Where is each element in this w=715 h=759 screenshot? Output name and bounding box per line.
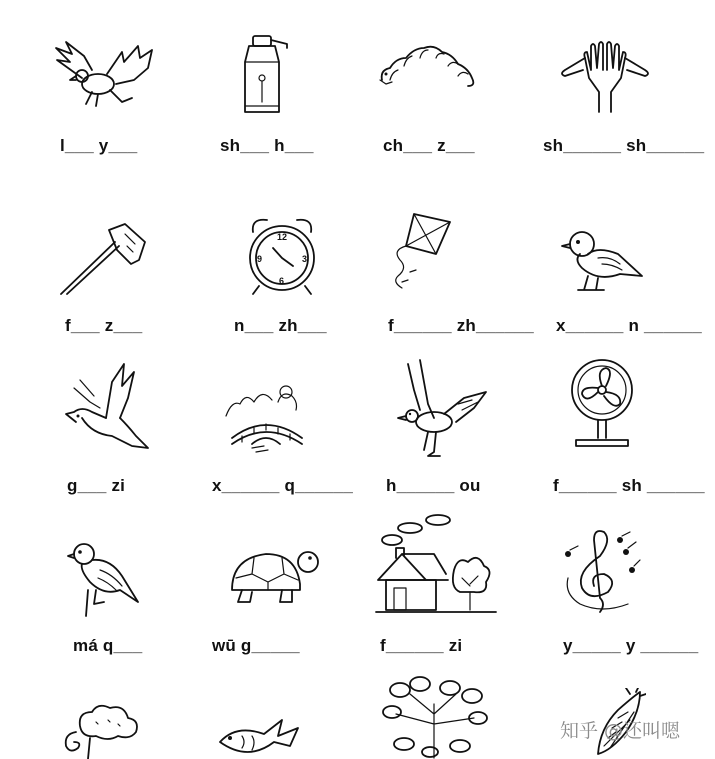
word-blank-3-1: g___ zi	[67, 476, 126, 495]
eagle-icon	[52, 40, 157, 115]
word-blank-2-2: n___ zh___	[234, 316, 327, 335]
dove-icon	[62, 362, 152, 454]
seagull-icon	[394, 356, 489, 460]
word-blank-3-3: h______ ou	[386, 476, 481, 495]
word-blank-4-2: wū g_____	[212, 636, 300, 655]
word-blank-1-2: sh___ h___	[220, 136, 314, 155]
word-blank-1-4: sh______ sh______	[543, 136, 705, 155]
svg-text:12: 12	[277, 232, 288, 242]
word-blank-4-1: má q___	[73, 636, 143, 655]
word-blank-2-4: x______ n ______	[556, 316, 702, 335]
caterpillar-icon	[376, 36, 481, 96]
svg-text:3: 3	[302, 254, 308, 264]
music-note-icon	[560, 526, 644, 616]
hands-icon	[555, 40, 655, 116]
word-blank-2-1: f___ z___	[65, 316, 143, 335]
thermos-icon	[235, 32, 300, 122]
word-blank-1-1: l___ y___	[60, 136, 138, 155]
svg-text:6: 6	[279, 276, 285, 286]
cloud-icon	[60, 700, 142, 759]
word-blank-3-2: x______ q______	[212, 476, 354, 495]
peanut-plant-icon	[380, 674, 490, 759]
word-blank-3-4: f______ sh ______	[553, 476, 705, 495]
house-icon	[374, 512, 498, 618]
word-blank-4-4: y_____ y ______	[563, 636, 699, 655]
bridge-icon	[222, 382, 310, 454]
bird-on-branch-icon	[66, 540, 142, 618]
sparrow-icon	[558, 224, 648, 298]
watermark: 知乎 @还叫嗯	[560, 720, 681, 742]
axe-icon	[55, 220, 155, 300]
word-blank-4-3: f______ zi	[380, 636, 463, 655]
electric-fan-icon	[568, 356, 636, 450]
word-blank-2-3: f______ zh______	[388, 316, 534, 335]
goldfish-icon	[212, 710, 302, 759]
svg-text:9: 9	[257, 254, 263, 264]
kite-icon	[388, 210, 458, 294]
turtle-icon	[224, 540, 320, 610]
word-blank-1-3: ch___ z___	[383, 136, 475, 155]
alarm-clock-icon	[243, 212, 321, 298]
